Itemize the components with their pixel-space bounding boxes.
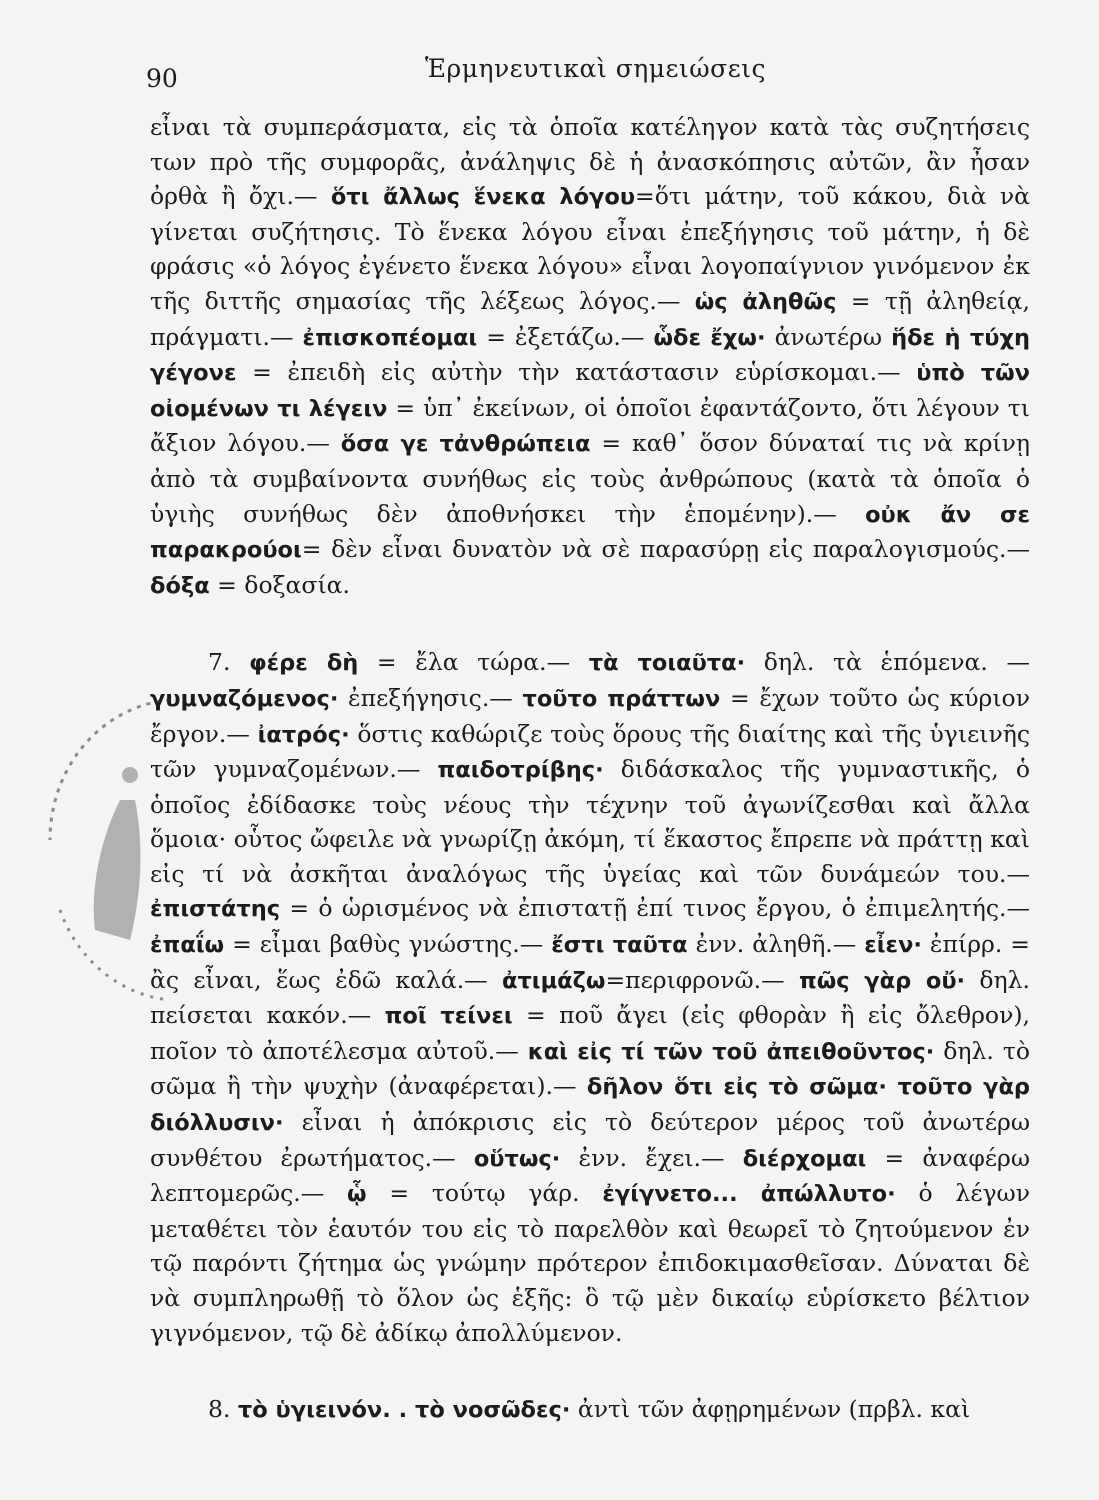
- headword-lemma: ἀτιμάζω: [501, 967, 606, 994]
- gloss-text: = τῇ ἀληθείᾳ, πράγματι.—: [150, 286, 1030, 351]
- gloss-text: ἐνν. ἔχει.—: [560, 1143, 743, 1172]
- gloss-text: = εἶμαι βαθὺς γνώστης.—: [224, 930, 552, 959]
- headword-lemma: ἰατρός·: [257, 721, 350, 748]
- headword-lemma: ἔστι ταῦτα: [551, 932, 688, 959]
- headword-lemma: ᾧ: [347, 1181, 367, 1208]
- gloss-text: = δοξασία.: [209, 570, 351, 599]
- gloss-text: ἐπίρρ. = ἂς εἶναι, ἕως ἐδῶ καλά.—: [150, 930, 1030, 994]
- headword-lemma: τὸ ὑγιεινόν. . τὸ νοσῶδες·: [237, 1397, 571, 1424]
- headword-lemma: ὡς ἀληθῶς: [694, 288, 837, 315]
- gloss-text: δηλ. τὸ σῶμα ἢ τὴν ψυχὴν (ἀναφέρεται).—: [150, 1036, 1030, 1101]
- page-header: [0, 44, 1099, 94]
- headword-lemma: ἐπισκοπέομαι: [302, 324, 478, 351]
- gloss-text: = ὑπ᾽ ἐκείνων, οἱ ὁποῖοι ἐφαντάζοντο, ὅτι λέγουν τι ἄξιον λόγου.—: [150, 393, 1030, 458]
- gloss-text: διδάσκαλος τῆς γυμναστικῆς, ὁ ὁποῖος ἐδίδασκε τοὺς νέους τὴν τέχνην τοῦ ἀγωνίζεσθαι καὶ ἄλλα ὅμοια· οὗτος ὤφειλε νὰ γνωρίζῃ ἀκόμη, τί ἕκαστος ἔπρεπε νὰ πράττῃ καὶ εἰς τί νὰ ἀσκῆται ἀναλόγως τῆς ὑγείας καὶ τῶν δυνάμεών του.—: [150, 755, 1030, 888]
- gloss-text: = ἐπειδὴ εἰς αὐτὴν τὴν κατάστασιν εὑρίσκομαι.—: [236, 358, 917, 387]
- gloss-text: = ἔλα τώρα.—: [358, 648, 589, 677]
- headword-lemma: ἥδε ἡ τύχη γέγονε: [150, 324, 1030, 387]
- paragraph-8: [150, 1392, 1030, 1428]
- gloss-text: = ὁ ὡρισμένος νὰ ἐπιστατῇ ἐπί τινος ἔργου, ὁ ἐπιμελητής.—: [280, 894, 1030, 923]
- headword-lemma: δόξα: [150, 572, 210, 599]
- gloss-text: = ποῦ ἄγει (εἰς φθορὰν ἢ εἰς ὄλεθρον), ποῖον τὸ ἀποτέλεσμα αὐτοῦ.—: [150, 1001, 1030, 1065]
- headword-lemma: διέρχομαι: [742, 1145, 867, 1172]
- headword-lemma: ὅτι ἄλλως ἕνεκα λόγου: [330, 184, 636, 211]
- headword-lemma: ἐπαΐω: [150, 932, 225, 959]
- paragraph-gap: [150, 603, 1030, 645]
- gloss-text: =ὅτι μάτην, τοῦ κάκου, διὰ νὰ γίνεται συζήτησις. Τὸ ἕνεκα λόγου εἶναι ἐπεξήγησις τοῦ μάτην, ἡ δὲ φράσις «ὁ λόγος ἐγένετο ἕνεκα λόγου» εἶναι λογοπαίγνιον γινόμενον ἐκ τῆς διττῆς σημασίας τῆς λέξεως λόγος.—: [150, 182, 1030, 315]
- headword-lemma: ποῖ τείνει: [384, 1003, 513, 1030]
- headword-lemma: ὅσα γε τἀνθρώπεια: [340, 431, 591, 458]
- headword-lemma: τοῦτο πράττων: [522, 685, 721, 712]
- headword-lemma: οὕτως·: [473, 1145, 561, 1172]
- gloss-text: ὅστις καθώριζε τοὺς ὅρους τῆς διαίτης καὶ τῆς ὑγιεινῆς τῶν γυμναζομένων.—: [150, 719, 1030, 784]
- headword-lemma: φέρε δὴ: [249, 650, 359, 677]
- gloss-text: = καθ᾽ ὅσον δύναταί τις νὰ κρίνῃ ἀπὸ τὰ συμβαίνοντα συνήθως εἰς τοὺς ἀνθρώπους (κατὰ τὰ ὁποῖα ὁ ὑγιὴς συνήθως δὲν ἀποθνήσκει τὴν ἑπομένην).—: [150, 429, 1030, 528]
- gloss-text: ἀνωτέρω: [765, 322, 892, 351]
- gloss-text: = ἔχων τοῦτο ὡς κύριον ἔργον.—: [150, 683, 1030, 748]
- gloss-text: ἐπεξήγησις.—: [338, 683, 523, 712]
- gloss-text: 8.: [208, 1395, 238, 1424]
- gloss-text: = ἐξετάζω.—: [477, 322, 654, 351]
- paragraph-continuation: [150, 110, 1030, 603]
- headword-lemma: δῆλον ὅτι εἰς τὸ σῶμα· τοῦτο γὰρ διόλλυσιν·: [150, 1074, 1031, 1137]
- gloss-text: δηλ. πείσεται κακόν.—: [150, 965, 1030, 1030]
- gloss-text: = δὲν εἶναι δυνατὸν νὰ σὲ παρασύρῃ εἰς παραλογισμούς.—: [301, 535, 1030, 564]
- gloss-text: =περιφρονῶ.—: [605, 965, 799, 994]
- gloss-text: 7.: [208, 648, 250, 677]
- gloss-text: δηλ. τὰ ἑπόμενα. —: [745, 648, 1030, 677]
- headword-lemma: οὐκ ἄν σε παρακρούοι: [150, 501, 1030, 564]
- headword-lemma: παιδοτρίβης·: [437, 757, 604, 784]
- running-title: Ἑρμηνευτικαὶ σημειώσεις: [425, 54, 766, 83]
- headword-lemma: ὑπὸ τῶν οἰομένων τι λέγειν: [150, 360, 1030, 422]
- gloss-text: = τούτῳ γάρ.: [366, 1179, 603, 1208]
- body-text: [150, 110, 1030, 1428]
- headword-lemma: ἐπιστάτης: [150, 896, 281, 923]
- paragraph-7: [150, 645, 1030, 1350]
- page-number: 90: [146, 64, 178, 93]
- headword-lemma: καὶ εἰς τί τῶν τοῦ ἀπειθοῦντος·: [527, 1038, 935, 1065]
- gloss-text: εἶναι τὰ συμπεράσματα, εἰς τὰ ὁποῖα κατέληγον κατὰ τὰς συζητήσεις των πρὸ τῆς συμφορᾶς, ἀνάληψις δὲ ἡ ἀνασκόπησις αὐτῶν, ἂν ἦσαν ὀρθὰ ἢ ὄχι.—: [150, 113, 1030, 211]
- headword-lemma: τὰ τοιαῦτα·: [588, 650, 746, 677]
- gloss-text: = ἀναφέρω λεπτομερῶς.—: [150, 1143, 1030, 1208]
- headword-lemma: εἶεν·: [864, 932, 922, 959]
- gloss-text: ἀντὶ τῶν ἀφῃρημένων (πρβλ. καὶ: [570, 1395, 971, 1424]
- gloss-text: ἐνν. ἀληθῆ.—: [687, 930, 865, 959]
- headword-lemma: πῶς γὰρ οὔ·: [798, 967, 966, 994]
- headword-lemma: γυμναζόμενος·: [150, 685, 339, 712]
- gloss-text: εἶναι ἡ ἀπόκρισις εἰς τὸ δεύτερον μέρος τοῦ ἀνωτέρω συνθέτου ἐρωτήματος.—: [150, 1108, 1030, 1172]
- gloss-text: ὁ λέγων μεταθέτει τὸν ἑαυτόν του εἰς τὸ παρελθὸν καὶ θεωρεῖ τὸ ζητούμενον ἐν τῷ παρόντι ζήτημα ὡς γνώμην πρότερον ἐπιδοκιμασθεῖσαν. Δύναται δὲ νὰ συμπληρωθῇ τὸ ὅλον ὡς ἑξῆς: ὃ τῷ μὲν δικαίῳ εὑρίσκετο βέλτιον γιγνόμενον, τῷ δὲ ἀδίκῳ ἀπολλύμενον.: [150, 1179, 1030, 1347]
- headword-lemma: ὧδε ἔχω·: [653, 324, 766, 351]
- headword-lemma: ἐγίγνετο... ἀπώλλυτο·: [602, 1181, 896, 1208]
- paragraph-gap: [150, 1350, 1030, 1392]
